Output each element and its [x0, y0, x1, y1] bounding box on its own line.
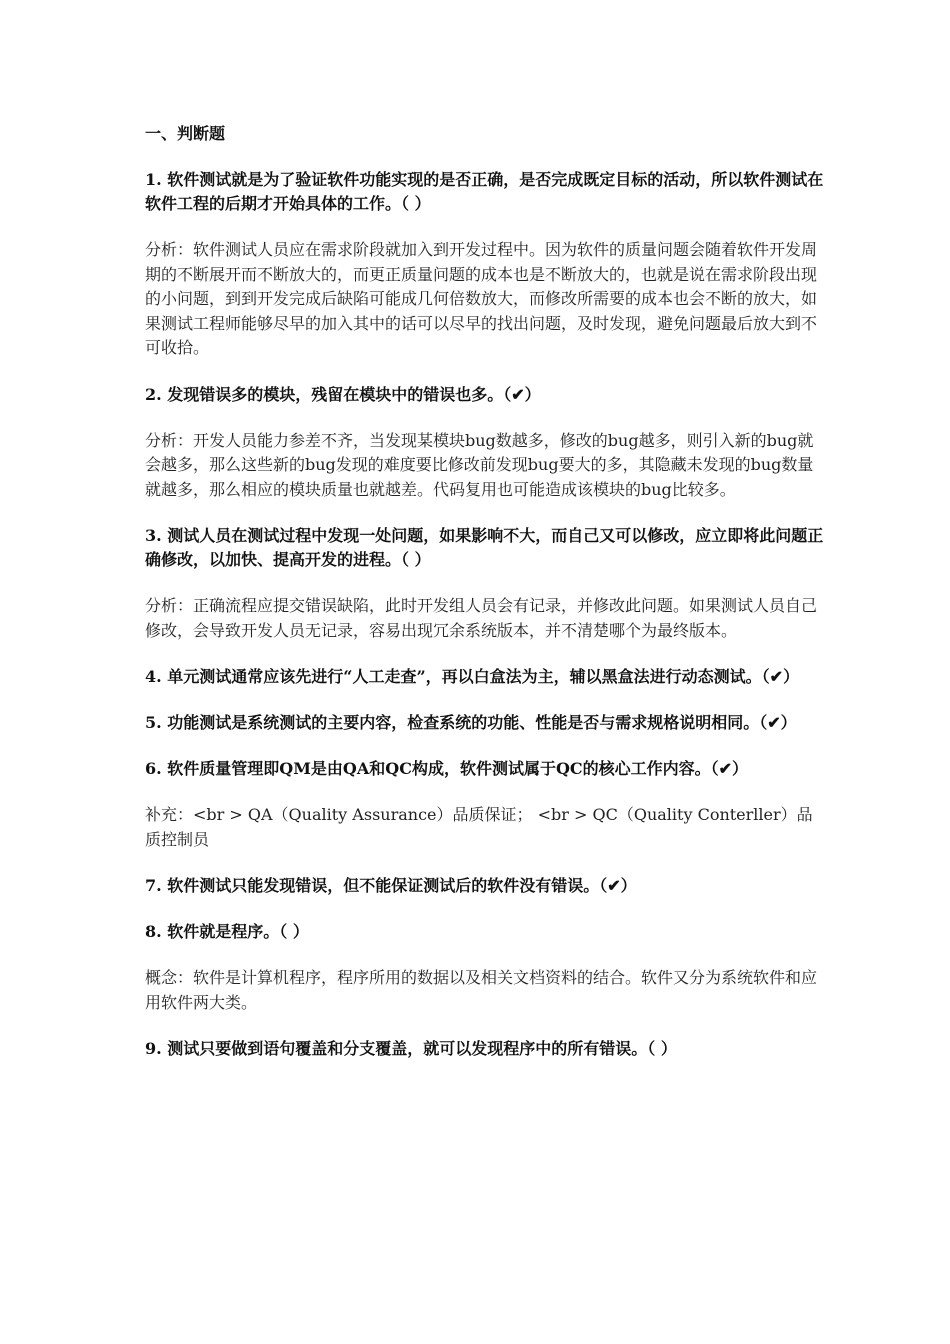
concept-8: 概念：软件是计算机程序，程序所用的数据以及相关文档资料的结合。软件又分为系统软件和应用软件两大类。: [145, 968, 818, 1012]
analysis-1: 分析：软件测试人员应在需求阶段就加入到开发过程中。因为软件的质量问题会随着软件开发周期的不断展开而不断放大的，而更正质量问题的成本也是不断放大的，也就是说在需求阶段出现的小问题，到到开发完成后缺陷可能成几何倍数放大，而修改所需要的成本也会不断的放大，如果测试工程师能够尽早的加入其中的话可以尽早的找出问题，及时发现，避免问题最后放大到不可收拾。: [145, 240, 818, 357]
section-heading: 一、判断题: [145, 124, 226, 143]
question-2: 2. 发现错误多的模块，残留在模块中的错误也多。（✔）: [145, 384, 541, 404]
question-4: 4. 单元测试通常应该先进行“人工走查”，再以白盒法为主，辅以黑盒法进行动态测试。（✔）: [145, 667, 800, 686]
question-3: 3. 测试人员在测试过程中发现一处问题，如果影响不大，而自己又可以修改，应立即将此问题正确修改，以加快、提高开发的进程。（ ）: [145, 526, 824, 569]
analysis-2: 分析：开发人员能力参差不齐，当发现某模块bug数越多，修改的bug越多，则引入新的bug就会越多，那么这些新的bug发现的难度要比修改前发现bug要大的多，其隐藏未发现的bug数量就越多，那么相应的模块质量也就越差。代码复用也可能造成该模块的bug比较多。: [145, 430, 814, 499]
supplement-6: 补充：<br > QA（Quality Assurance）品质保证； <br > QC（Quality Conterller）品质控制员: [145, 805, 813, 849]
question-5: 5. 功能测试是系统测试的主要内容，检查系统的功能、性能是否与需求规格说明相同。（✔）: [145, 713, 797, 732]
question-1: 1. 软件测试就是为了验证软件功能实现的是否正确，是否完成既定目标的活动，所以软件测试在软件工程的后期才开始具体的工作。（ ）: [145, 170, 824, 213]
question-8: 8. 软件就是程序。（ ）: [145, 922, 309, 941]
question-7: 7. 软件测试只能发现错误，但不能保证测试后的软件没有错误。（✔）: [145, 876, 637, 895]
question-9: 9. 测试只要做到语句覆盖和分支覆盖，就可以发现程序中的所有错误。（ ）: [145, 1039, 677, 1058]
question-6: 6. 软件质量管理即QM是由QA和QC构成，软件测试属于QC的核心工作内容。（✔）: [145, 759, 749, 778]
analysis-3: 分析：正确流程应提交错误缺陷，此时开发组人员会有记录，并修改此问题。如果测试人员自己修改，会导致开发人员无记录，容易出现冗余系统版本，并不清楚哪个为最终版本。: [145, 596, 818, 640]
document-page: [145, 122, 825, 1083]
